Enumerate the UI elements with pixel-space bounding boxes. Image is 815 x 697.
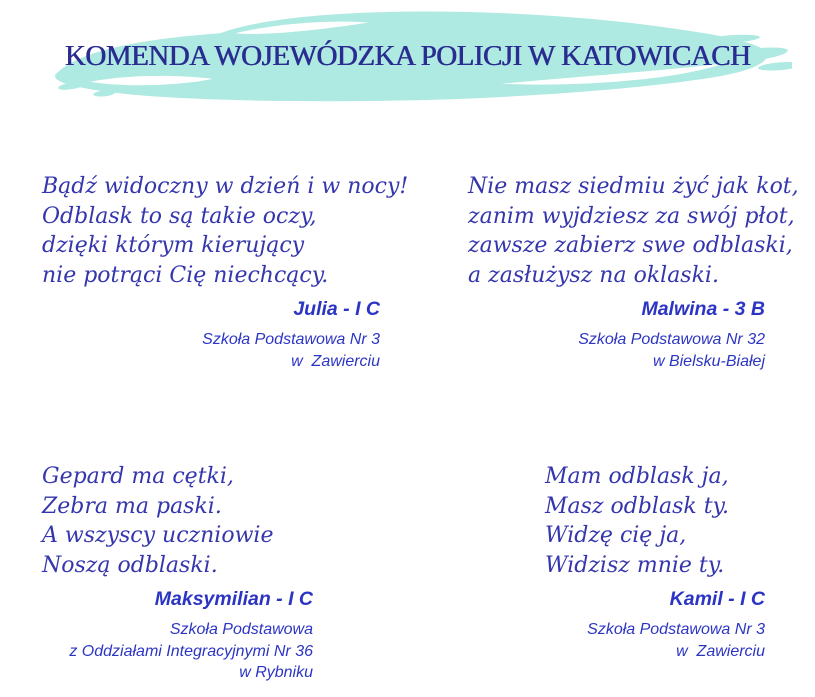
poem-line: zawsze zabierz swe odblaski, (468, 233, 793, 258)
school-line: z Oddziałami Integracyjnymi Nr 36 (69, 642, 313, 660)
school-line: w Zawierciu (291, 352, 380, 370)
poem-line: dzięki którym kierujący (42, 233, 305, 258)
page-title: KOMENDA WOJEWÓDZKA POLICJI W KATOWICACH (64, 40, 751, 72)
poem-text (42, 172, 409, 290)
poem-line: A wszyscy uczniowie (42, 523, 274, 548)
poem-line: Zebra ma paski. (42, 493, 222, 519)
poem-attribution (42, 298, 380, 372)
poem-block-julia (42, 172, 409, 372)
poem-school (42, 329, 380, 372)
poem-line: zanim wyjdziesz za swój płot, (468, 203, 795, 229)
poem-line: Widzisz mnie ty. (545, 552, 725, 578)
poem-line: nie potrąci Cię niechcący. (42, 262, 329, 288)
poem-line: Odblask to są takie oczy, (42, 203, 317, 229)
school-line: w Bielsku-Białej (652, 352, 765, 370)
poem-author: Kamil - I C (669, 588, 765, 610)
poem-block-malwina (468, 172, 799, 372)
poem-author: Julia - I C (293, 298, 380, 320)
poem-line: Masz odblask ty. (545, 493, 730, 519)
poem-attribution (42, 588, 313, 684)
poem-block-maksymilian (42, 462, 313, 684)
poem-text (468, 172, 799, 290)
poem-line: Noszą odblaski. (42, 552, 218, 578)
school-line: Szkoła Podstawowa Nr 32 (578, 331, 765, 348)
poem-author: Maksymilian - I C (154, 588, 313, 610)
poem-line: a zasłużysz na oklaski. (468, 262, 719, 288)
poem-text (42, 462, 313, 580)
poem-line: Bądź widoczny w dzień i w nocy! (42, 174, 409, 199)
school-line: Szkoła Podstawowa (169, 621, 313, 638)
school-line: w Zawierciu (676, 642, 765, 660)
poem-text (545, 462, 765, 580)
poem-school (545, 619, 765, 662)
school-line: Szkoła Podstawowa Nr 3 (202, 331, 380, 348)
poem-school (468, 329, 765, 372)
school-line: Szkoła Podstawowa Nr 3 (587, 621, 765, 638)
poem-line: Mam odblask ja, (545, 464, 729, 489)
school-line: w Rybniku (239, 664, 313, 681)
header-banner (0, 0, 815, 120)
poem-attribution (468, 298, 765, 372)
poem-school (42, 619, 313, 684)
poem-line: Gepard ma cętki, (42, 464, 234, 489)
poem-attribution (545, 588, 765, 662)
poem-block-kamil (545, 462, 765, 662)
poem-line: Nie masz siedmiu żyć jak kot, (468, 174, 799, 199)
poem-line: Widzę cię ja, (545, 523, 687, 548)
poem-author: Malwina - 3 B (641, 298, 765, 320)
